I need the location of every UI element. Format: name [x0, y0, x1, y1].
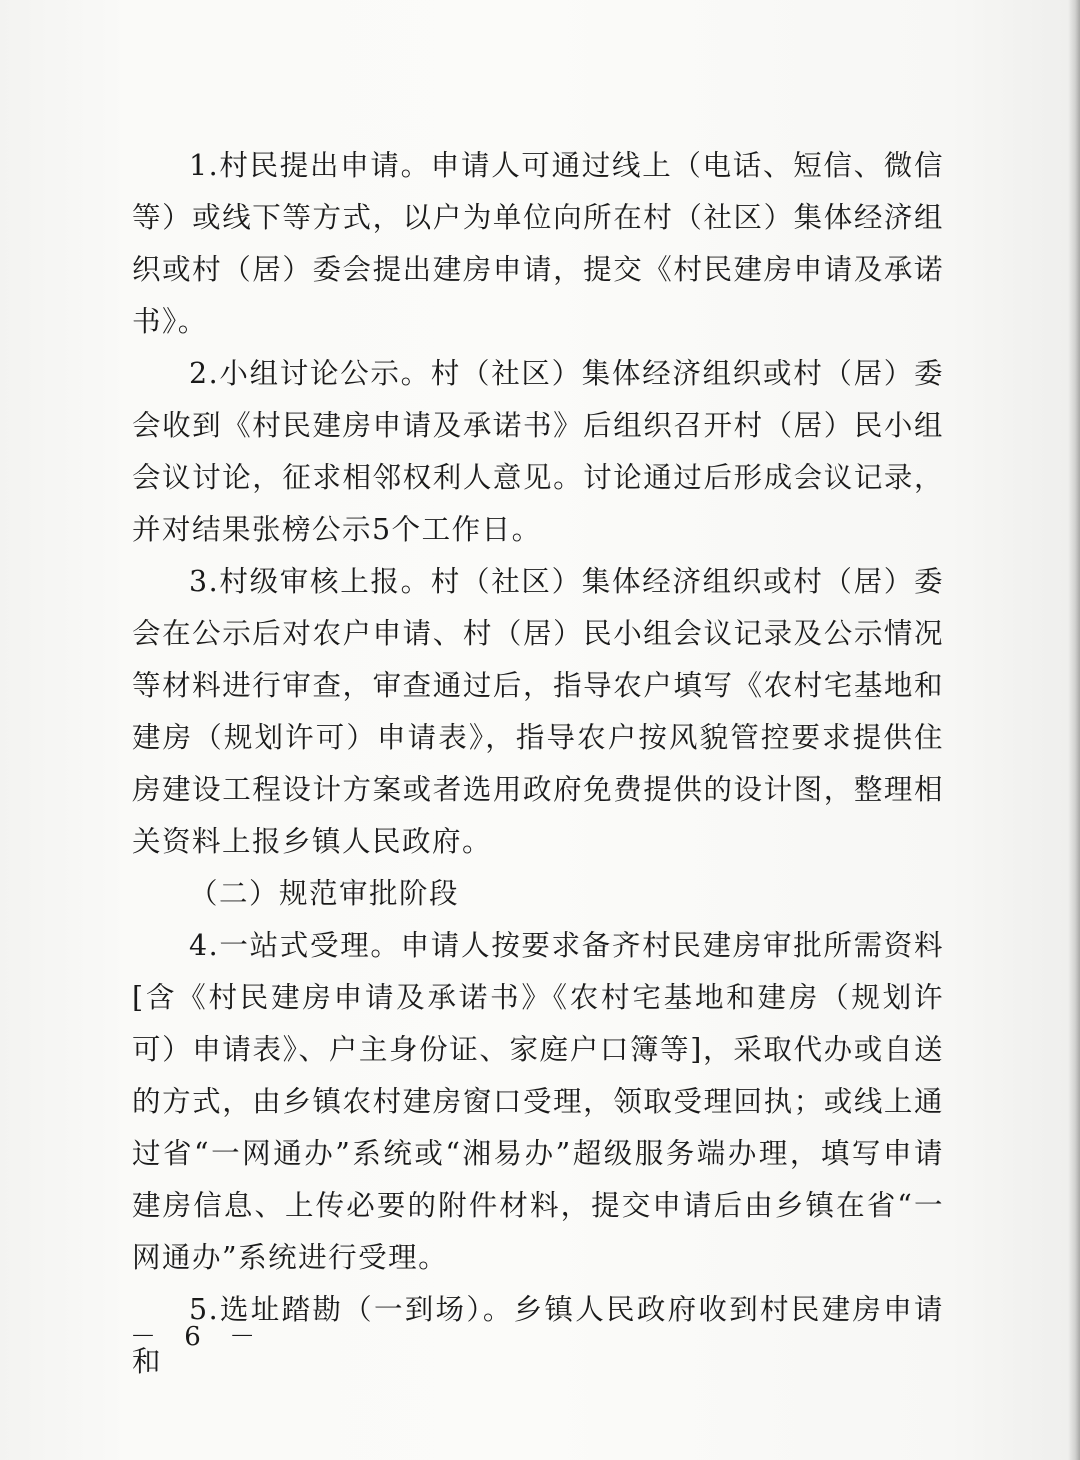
paragraph-group-discussion: 2.小组讨论公示。村（社区）集体经济组织或村（居）委会收到《村民建房申请及承诺书》后组织召开村（居）民小组会议讨论，征求相邻权利人意见。讨论通过后形成会议记录，并对结果张榜公示5个工作日。 [132, 357, 944, 546]
page-edge-shadow [1068, 0, 1080, 1460]
paragraph-villager-application: 1.村民提出申请。申请人可通过线上（电话、短信、微信等）或线下等方式，以户为单位向所在村（社区）集体经济组织或村（居）委会提出建房申请，提交《村民建房申请及承诺书》。 [132, 149, 944, 338]
paragraph-one-stop-acceptance: 4.一站式受理。申请人按要求备齐村民建房审批所需资料[含《村民建房申请及承诺书》《农村宅基地和建房（规划许可）申请表》、户主身份证、家庭户口簿等]，采取代办或自送的方式，由乡镇农村建房窗口受理，领取受理回执；或线上通过省“一网通办”系统或“湘易办”超级服务端办理，填写申请建房信息、上传必要的附件材料，提交申请后由乡镇在省“一网通办”系统进行受理。 [132, 929, 944, 1274]
paragraph-village-review: 3.村级审核上报。村（社区）集体经济组织或村（居）委会在公示后对农户申请、村（居）民小组会议记录及公示情况等材料进行审查，审查通过后，指导农户填写《农村宅基地和建房（规划许可）申请表》，指导农户按风貌管控要求提供住房建设工程设计方案或者选用政府免费提供的设计图，整理相关资料上报乡镇人民政府。 [132, 565, 944, 858]
section-heading-approval-stage: （二）规范审批阶段 [189, 877, 460, 910]
document-body [132, 140, 944, 1388]
paragraph-site-survey: 5.选址踏勘（一到场）。乡镇人民政府收到村民建房申请和 [132, 1293, 944, 1378]
page-number: － 6 － [130, 1322, 266, 1352]
